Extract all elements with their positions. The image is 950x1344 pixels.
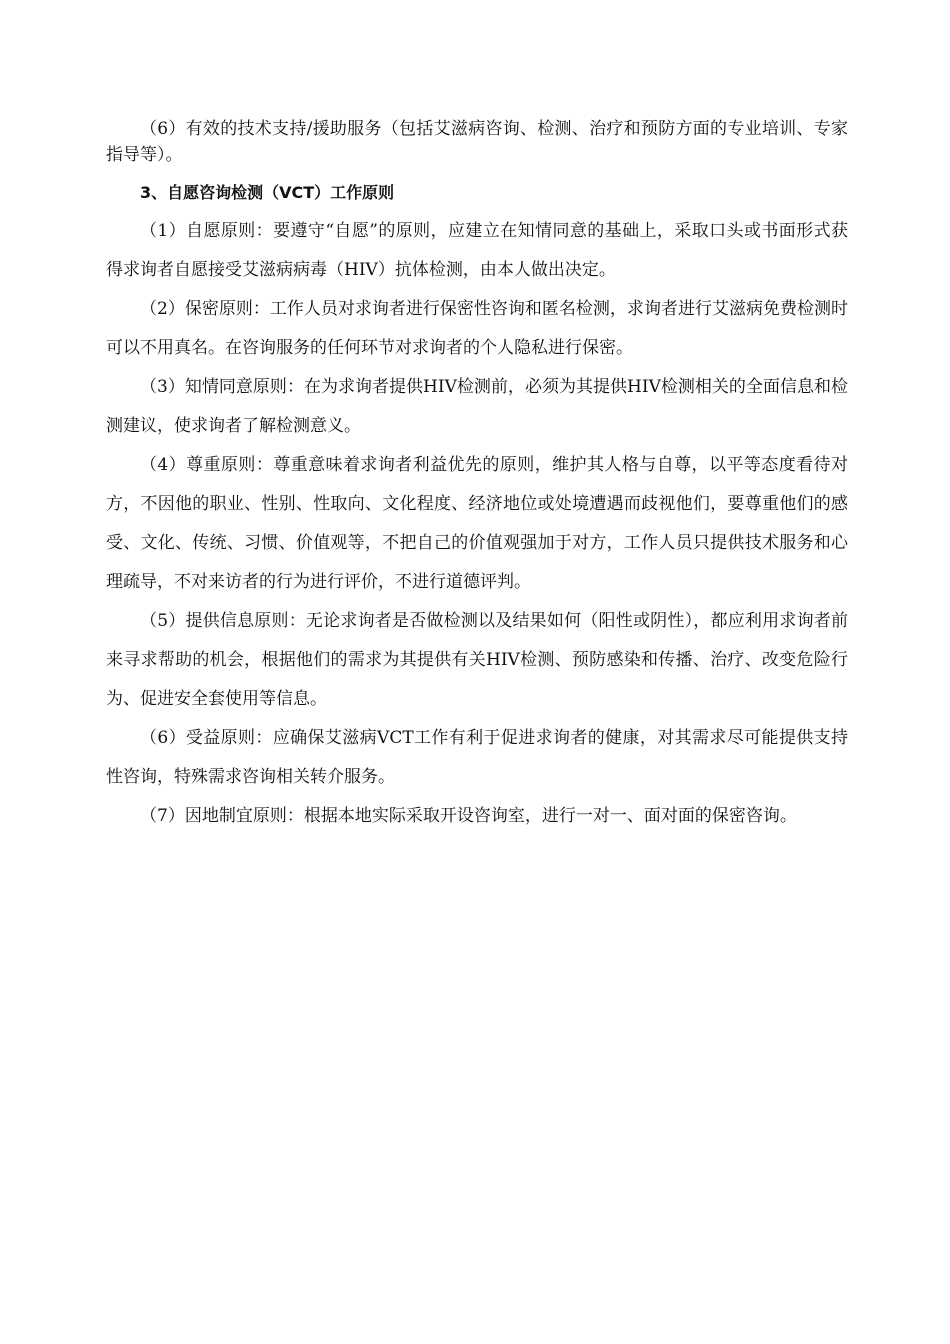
principle-local-adaptation: （7）因地制宜原则：根据本地实际采取开设咨询室，进行一对一、面对面的保密咨询。 (140, 806, 797, 826)
principle-informed-consent: （3）知情同意原则：在为求询者提供HIV检测前，必须为其提供HIV检测相关的全面信息和检测建议，使求询者了解检测意义。 (106, 377, 848, 436)
principle-information: （5）提供信息原则：无论求询者是否做检测以及结果如何（阳性或阴性），都应利用求询者前来寻求帮助的机会，根据他们的需求为其提供有关HIV检测、预防感染和传播、治疗、改变危险行为、促进安全套使用等信息。 (106, 611, 848, 709)
document-body (106, 116, 848, 836)
section-heading-vct-principles: 3、自愿咨询检测（VCT）工作原则 (140, 183, 395, 202)
principle-voluntary: （1）自愿原则：要遵守“自愿”的原则，应建立在知情同意的基础上，采取口头或书面形式获得求询者自愿接受艾滋病病毒（HIV）抗体检测，由本人做出决定。 (106, 221, 848, 280)
principle-respect: （4）尊重原则：尊重意味着求询者利益优先的原则，维护其人格与自尊，以平等态度看待对方，不因他的职业、性别、性取向、文化程度、经济地位或处境遭遇而歧视他们，要尊重他们的感受、文化、传统、习惯、价值观等，不把自己的价值观强加于对方，工作人员只提供技术服务和心理疏导，不对来访者的行为进行评价，不进行道德评判。 (106, 455, 848, 592)
principle-benefit: （6）受益原则：应确保艾滋病VCT工作有利于促进求询者的健康，对其需求尽可能提供支持性咨询，特殊需求咨询相关转介服务。 (106, 728, 848, 787)
paragraph-technical-support: （6）有效的技术支持/援助服务（包括艾滋病咨询、检测、治疗和预防方面的专业培训、专家指导等）。 (106, 119, 848, 165)
principle-confidentiality: （2）保密原则：工作人员对求询者进行保密性咨询和匿名检测，求询者进行艾滋病免费检测时可以不用真名。在咨询服务的任何环节对求询者的个人隐私进行保密。 (106, 299, 848, 358)
